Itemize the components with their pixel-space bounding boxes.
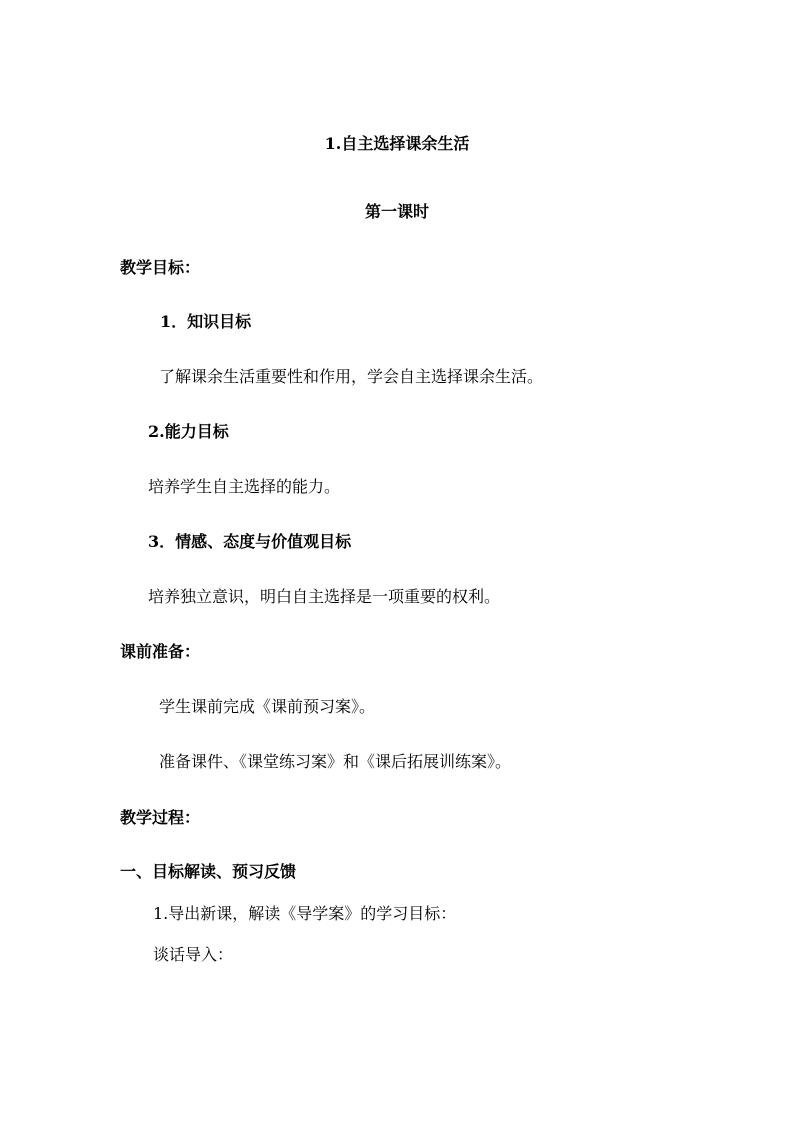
preparation-heading: 课前准备：: [120, 642, 201, 661]
document-title: 1.自主选择课余生活: [324, 134, 470, 153]
teaching-process-heading: 教学过程：: [120, 808, 201, 827]
section-one-heading: 一、目标解读、预习反馈: [120, 862, 297, 881]
talk-intro-text: 谈话导入：: [153, 945, 234, 964]
emotion-goal-heading: 3．情感、态度与价值观目标: [148, 532, 352, 551]
lesson-period-heading: 第一课时: [364, 202, 429, 221]
emotion-goal-text: 培养独立意识，明白自主选择是一项重要的权利。: [148, 587, 501, 606]
teaching-goals-heading: 教学目标：: [120, 258, 201, 277]
preparation-item: 学生课前完成《课前预习案》。: [159, 697, 376, 716]
ability-goal-text: 培养学生自主选择的能力。: [148, 477, 341, 496]
preparation-item: 准备课件、《课堂练习案》和《课后拓展训练案》。: [159, 752, 512, 771]
ability-goal-heading: 2.能力目标: [148, 422, 229, 441]
step-one-text: 1.导出新课，解读《导学案》的学习目标：: [153, 904, 457, 923]
knowledge-goal-text: 了解课余生活重要性和作用，学会自主选择课余生活。: [159, 367, 544, 386]
knowledge-goal-heading: 1．知识目标: [160, 312, 252, 331]
